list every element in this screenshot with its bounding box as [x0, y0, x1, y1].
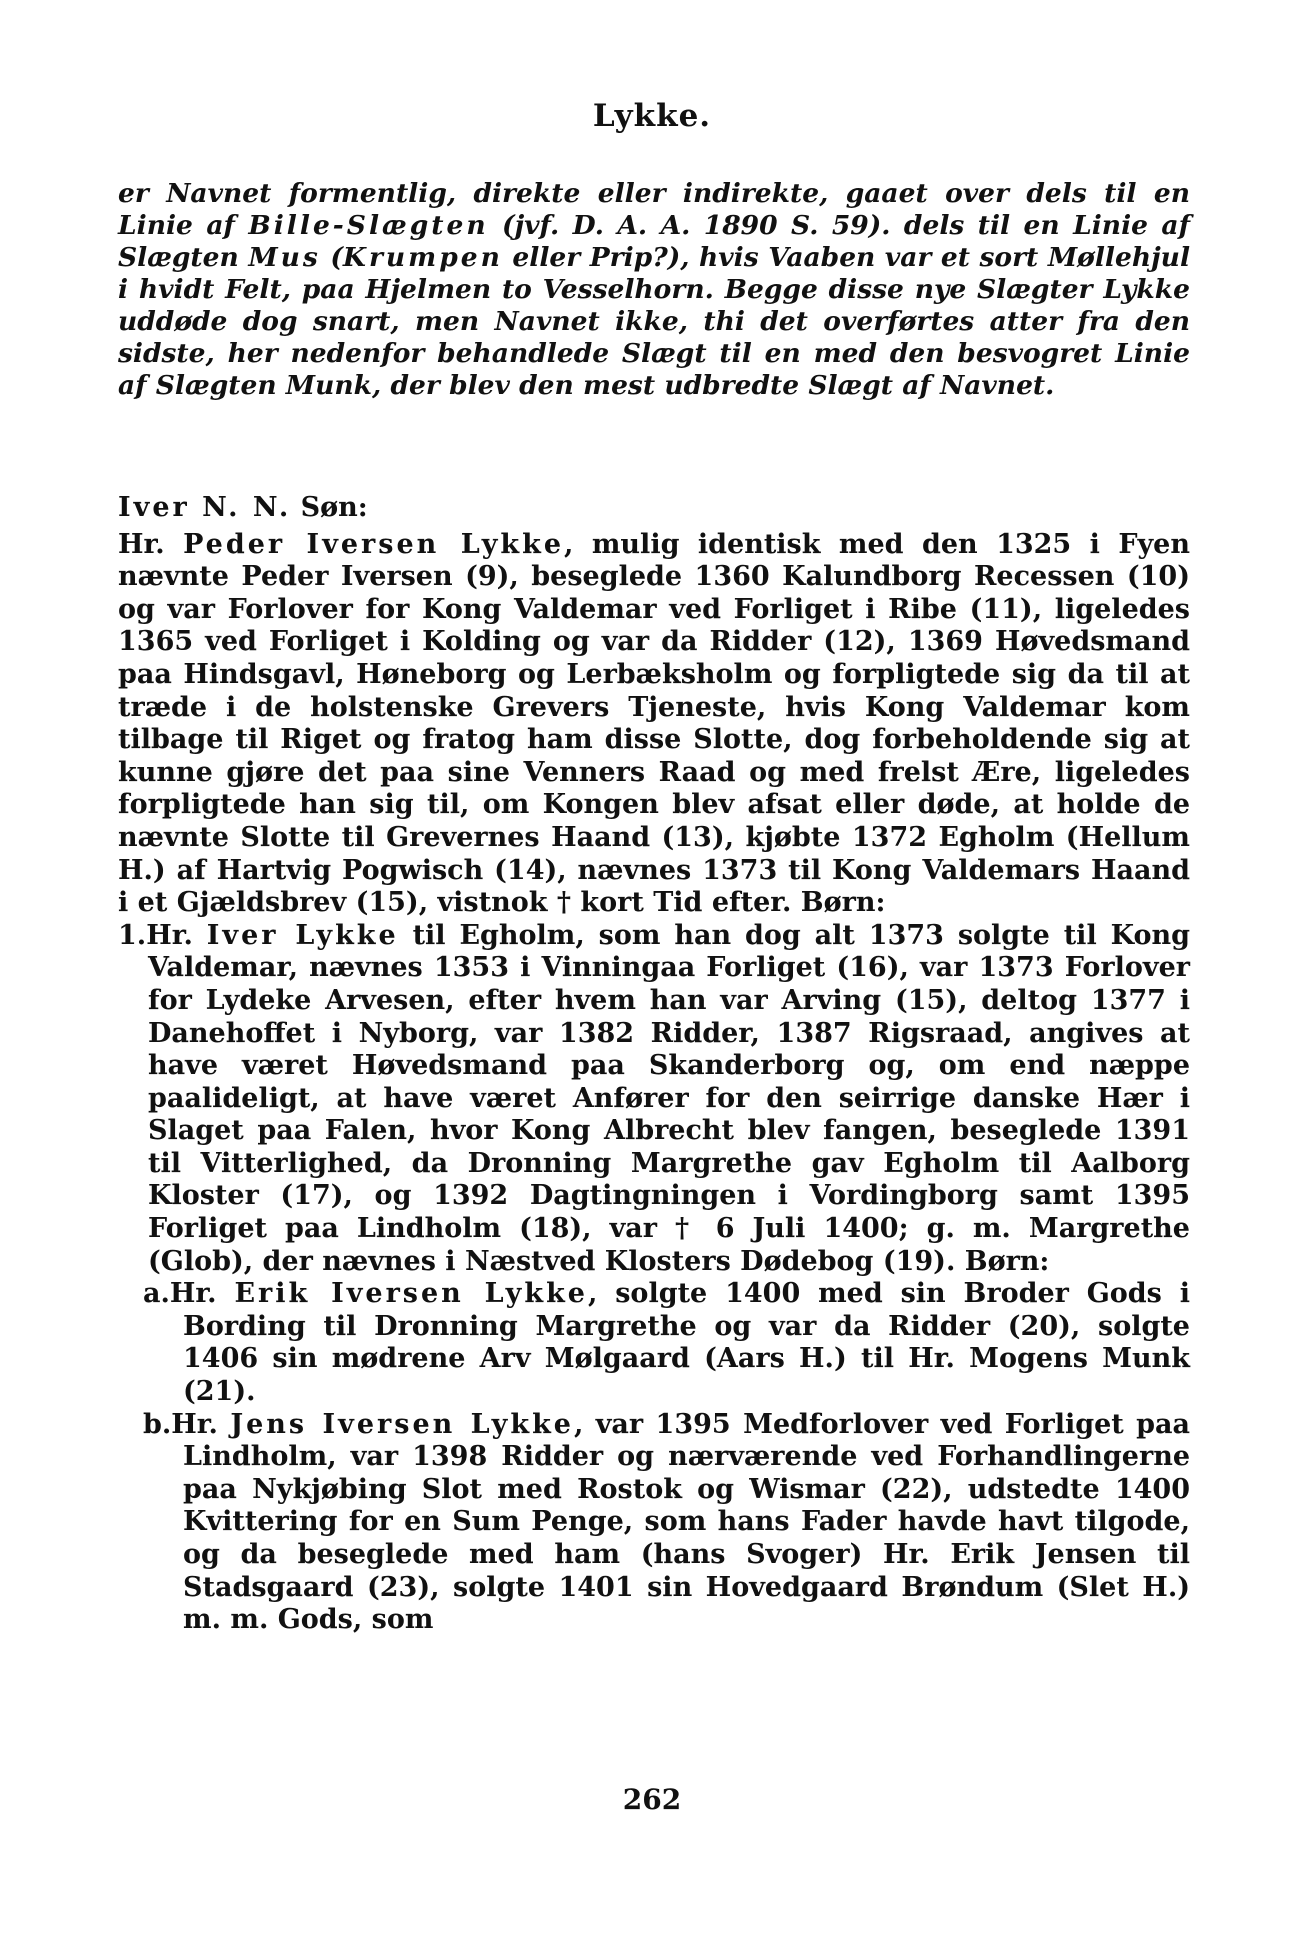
peder-prefix: Hr. — [118, 528, 184, 560]
intro-bille: Bille-Slægten — [248, 210, 489, 241]
grandchild-text: , solgte 1400 med sin Broder Gods i Bording til Dronning Margrethe og var da Ridder (20), solgte 1406 sin mødrene Arv Mølgaard (Aars H.) til Hr. Mogens Munk (21). — [183, 1278, 1191, 1408]
peder-text: , mulig identisk med den 1325 i Fyen nævnte Peder Iversen (9), beseglede 1360 Kalundborg Recessen (10) og var Forlover for Kong Valdemar ved Forliget i Ribe (11), ligeledes 1365 ved Forliget i Kolding og var da Ridder (12), 1369 Høvedsmand paa Hindsgavl, Høneborg og Lerbæksholm og forpligtede sig da til at træde i de holstenske Grevers Tjeneste, hvis Kong Valdemar kom tilbage til Riget og fratog ham disse Slotte, dog forbeholdende sig at kunne gjøre det paa sine Venners Raad og med frelst Ære, ligeledes forpligtede han sig til, om Kongen blev afsat eller døde, at holde de nævnte Slotte til Grevernes Haand (13), kjøbte 1372 Egholm (Hellum H.) af Hartvig Pogwisch (14), nævnes 1373 til Kong Valdemars Haand i et Gjældsbrev (15), vistnok † kort Tid efter. Børn: — [118, 528, 1190, 919]
child-entry-1 — [118, 920, 1190, 1279]
peder-entry — [118, 529, 1190, 920]
grandchild-name: Jens Iversen Lykke — [230, 1408, 574, 1440]
page-number: 262 — [622, 1783, 682, 1816]
ancestor-name: Iver N. N. — [118, 492, 292, 523]
child-prefix: Hr. — [146, 919, 207, 951]
intro-text-1: er Navnet formentlig, direkte eller indirekte, gaaet over dels til en Linie af — [118, 178, 1190, 241]
grandchild-text: , var 1395 Medforlover ved Forliget paa Lindholm, var 1398 Ridder og nærværende ved Forhandlingerne paa Nykjøbing Slot med Rostok og Wismar (22), udstedte 1400 Kvittering for en Sum Penge, som hans Fader havde havt tilgode, og da beseglede med ham (hans Svoger) Hr. Erik Jensen til Stadsgaard (23), solgte 1401 sin Hovedgaard Brøndum (Slet H.) m. m. Gods, som — [183, 1408, 1190, 1636]
ancestor-heading — [118, 492, 1190, 525]
intro-paragraph — [118, 178, 1190, 402]
grandchild-prefix: Hr. — [171, 1408, 231, 1440]
intro-text-4: eller Prip?), hvis Vaaben var et sort Møllehjul i hvidt Felt, paa Hjelmen to Vesselhorn. Begge disse nye Slægter Lykke uddøde dog snart, men Navnet ikke, thi det overførtes atter fra den sidste, her nedenfor behandlede Slægt til en med den besvogret Linie af Slægten Munk, der blev den mest udbredte Slægt af Navnet. — [118, 242, 1191, 401]
grandchild-entry-b — [118, 1409, 1190, 1637]
child-number: 1. — [118, 919, 147, 951]
ancestor-suffix: Søn: — [291, 492, 368, 523]
page-header: Lykke. — [592, 98, 712, 134]
grandchild-letter: a. — [143, 1278, 170, 1310]
intro-text-3: ( — [320, 242, 343, 273]
child-text: til Egholm, som han dog alt 1373 solgte til Kong Valdemar, nævnes 1353 i Vinningaa Forliget (16), var 1373 Forlover for Lydeke Arvesen, efter hvem han var Arving (15), deltog 1377 i Danehoffet i Nyborg, var 1382 Ridder, 1387 Rigsraad, angives at have været Høvedsmand paa Skanderborg og, om end næppe paalideligt, at have været Anfører for den seirrige danske Hær i Slaget paa Falen, hvor Kong Albrecht blev fangen, beseglede 1391 til Vitterlighed, da Dronning Margrethe gav Egholm til Aalborg Kloster (17), og 1392 Dagtingningen i Vordingborg samt 1395 Forliget paa Lindholm (18), var † 6 Juli 1400; g. m. Margrethe (Glob), der nævnes i Næstved Klosters Dødebog (19). Børn: — [148, 919, 1190, 1277]
genealogy-body — [118, 492, 1190, 1637]
intro-text-2: (jvf. D. A. A. 1890 S. 59). dels til en Linie af Slægten — [118, 210, 1191, 273]
child-name: Iver Lykke — [206, 919, 399, 951]
peder-name: Peder Iversen Lykke — [183, 528, 565, 560]
grandchild-letter: b. — [143, 1408, 172, 1440]
intro-mus: Mus — [248, 242, 321, 273]
intro-krumpen: Krumpen — [342, 242, 503, 273]
grandchild-entry-a — [118, 1278, 1190, 1408]
grandchild-prefix: Hr. — [169, 1278, 235, 1310]
grandchild-name: Erik Iversen Lykke — [234, 1278, 588, 1310]
